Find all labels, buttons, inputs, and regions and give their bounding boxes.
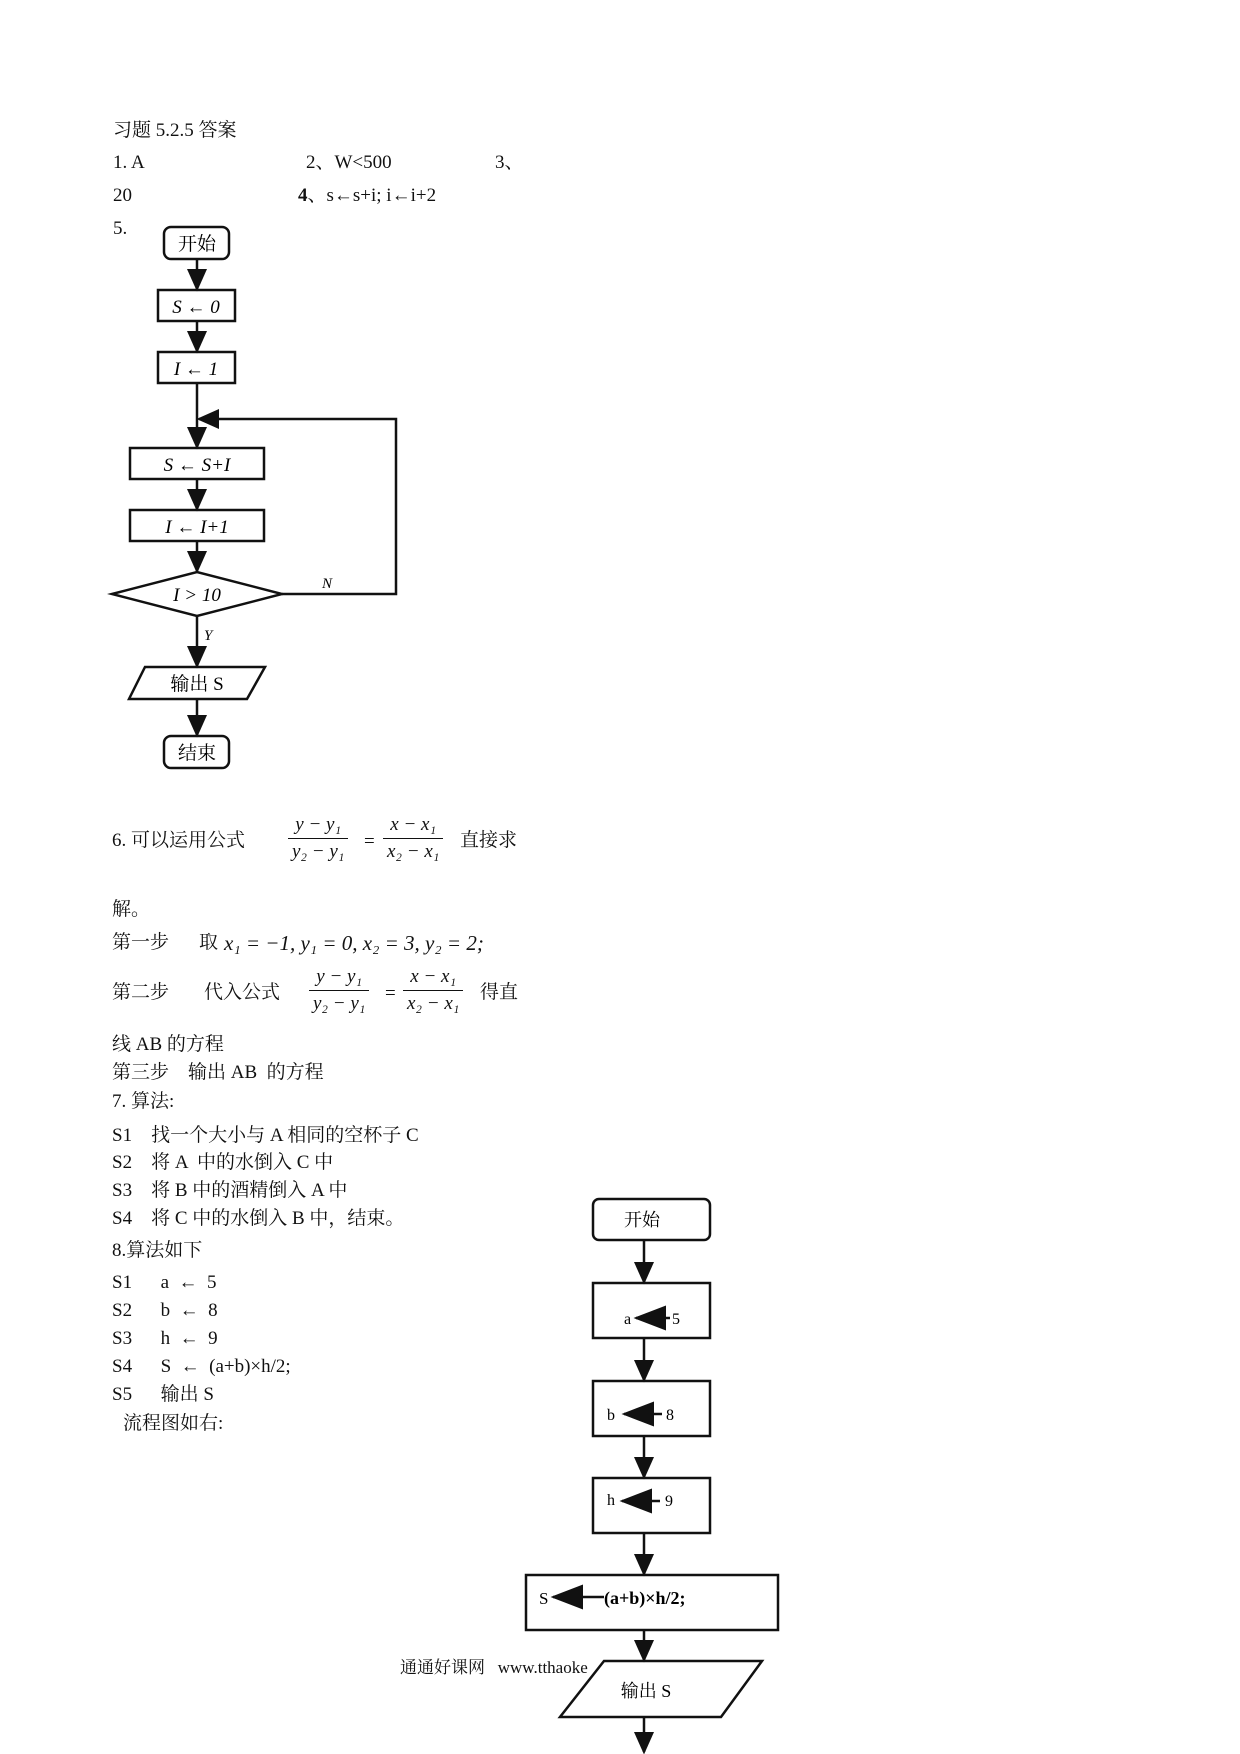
answer-5-label: 5. xyxy=(113,218,128,239)
q6-eq: = xyxy=(364,831,375,852)
q6-step2-num-right: x − x₁ xyxy=(403,964,463,991)
f1-cond-label: I > 10 xyxy=(173,585,221,606)
q6-step2-label: 第二步 xyxy=(112,982,170,1003)
f1-inc-node xyxy=(130,510,264,541)
q6-step2-pre: 代入公式 xyxy=(204,982,281,1003)
q7-s3: S3 将 B 中的酒精倒入 A 中 xyxy=(112,1180,348,1201)
answer-4-text: 、s←s+i; i←i+2 xyxy=(307,185,437,206)
f1-inc-label: I ← I+1 xyxy=(165,517,229,538)
q8-s1: S1 a ← 5 xyxy=(112,1272,217,1293)
q8-s3: S3 h ← 9 xyxy=(112,1328,218,1349)
answer-1: 1. A xyxy=(113,152,145,173)
answer-3-value: 20 xyxy=(113,185,132,206)
q6-step2-formula-right xyxy=(403,964,463,1017)
q6-step1-label: 第一步 xyxy=(112,932,170,953)
q6-step2-den-right: x₂ − x₁ xyxy=(407,993,460,1014)
f2-start-node xyxy=(593,1199,710,1240)
f1-end-node xyxy=(164,736,229,768)
q6-intro: 6. 可以运用公式 xyxy=(112,830,246,851)
q6-step1-math: x₁ = −1, y₁ = 0, x₂ = 3, y₂ = 2; xyxy=(224,931,484,955)
watermark: 通通好课网 www.tthaoke xyxy=(400,1658,588,1677)
f1-out-node xyxy=(129,667,265,699)
q8-s5: S5 输出 S xyxy=(112,1384,214,1405)
q6-step2-num-left: y − y₁ xyxy=(309,964,369,991)
q8-s2: S2 b ← 8 xyxy=(112,1300,218,1321)
q7-s2: S2 将 A 中的水倒入 C 中 xyxy=(112,1152,334,1173)
f2-s-expr: (a+b)×h/2; xyxy=(604,1588,686,1608)
q6-num-right: x − x₁ xyxy=(383,812,443,839)
q6-formula-right xyxy=(383,812,443,865)
q8-s4: S4 S ← (a+b)×h/2; xyxy=(112,1356,291,1377)
f2-out-label: 输出 S xyxy=(620,1681,672,1701)
f2-b-val: 8 xyxy=(666,1407,674,1424)
f2-out-node xyxy=(560,1661,762,1717)
f1-s0-label: S ← 0 xyxy=(172,297,220,318)
q6-step2-cont: 线 AB 的方程 xyxy=(112,1034,224,1055)
q6-step1-pre: 取 xyxy=(199,932,219,953)
q6-den-right: x₂ − x₁ xyxy=(387,841,440,862)
q8-head: 8.算法如下 xyxy=(112,1240,203,1261)
f2-h-node xyxy=(593,1478,710,1533)
f2-a-node xyxy=(593,1283,710,1338)
f2-s-node xyxy=(526,1575,778,1630)
f2-h-val: 9 xyxy=(665,1493,673,1510)
f2-s-var: S xyxy=(539,1589,549,1608)
f1-loop-arrow xyxy=(199,419,396,594)
q7-s1: S1 找一个大小与 A 相同的空杯子 C xyxy=(112,1125,419,1146)
q7-s4: S4 将 C 中的水倒入 B 中，结束。 xyxy=(112,1208,405,1229)
answer-2: 2、W<500 xyxy=(306,152,392,173)
f1-sum-label: S ← S+I xyxy=(163,455,231,476)
f2-a-val: 5 xyxy=(672,1311,680,1328)
q6-step2-formula-left xyxy=(309,964,369,1017)
q6-step2-eq: = xyxy=(385,983,396,1004)
f1-sum-node xyxy=(130,448,264,479)
f1-end-label: 结束 xyxy=(177,743,217,764)
answer-4-number: 4 xyxy=(298,185,308,206)
q7-head: 7. 算法: xyxy=(112,1091,175,1112)
q6-step3: 第三步 输出 AB 的方程 xyxy=(112,1062,324,1083)
page-title: 习题 5.2.5 答案 xyxy=(113,120,237,141)
f2-b-node xyxy=(593,1381,710,1436)
q6-num-left: y − y₁ xyxy=(288,812,348,839)
f2-a-var: a xyxy=(624,1311,632,1328)
q6-step2-den-left: y₂ − y₁ xyxy=(313,993,366,1014)
answer-4 xyxy=(298,185,436,207)
answer-3-label: 3、 xyxy=(495,152,524,173)
f1-start-node xyxy=(164,227,229,259)
f2-h-var: h xyxy=(607,1492,615,1509)
f1-out-label: 输出 S xyxy=(170,674,224,695)
f1-no-label: N xyxy=(322,576,333,592)
f2-start-label: 开始 xyxy=(624,1210,660,1230)
q6-den-left: y₂ − y₁ xyxy=(292,841,345,862)
q8-note: 流程图如右: xyxy=(123,1413,224,1434)
q6-after: 直接求 xyxy=(460,830,518,851)
q6-formula-left xyxy=(288,812,348,865)
f1-s0-node xyxy=(158,290,235,321)
q6-step2-after: 得直 xyxy=(480,982,519,1003)
f1-cond-node xyxy=(112,572,282,616)
f1-i1-label: I ← 1 xyxy=(173,359,219,380)
f2-b-var: b xyxy=(607,1407,615,1424)
f1-i1-node xyxy=(158,352,235,383)
q6-jie: 解。 xyxy=(112,899,151,920)
f1-yes-label: Y xyxy=(204,628,213,644)
f1-start-label: 开始 xyxy=(177,234,217,255)
